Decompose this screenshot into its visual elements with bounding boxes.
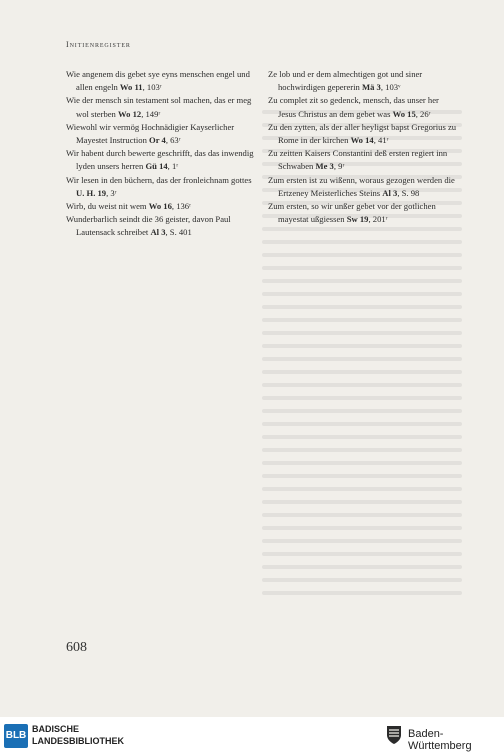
entry-ref: Wo 15: [392, 108, 416, 119]
entry-text: Wirb, du weist nit wem: [66, 201, 149, 212]
library-line-2: LANDESBIBLIOTHEK: [32, 736, 124, 746]
entry-locator: , 103ʳ: [142, 82, 162, 93]
index-entry: [268, 94, 458, 120]
entry-locator: , 103ᵛ: [380, 82, 401, 93]
entry-ref: Sw 19: [346, 214, 369, 225]
entry-locator: , 41ʳ: [373, 135, 389, 146]
entry-text: Zu zeitten Kaisers Constantini deß ersten regiert inn Schwaben: [268, 148, 448, 172]
entry-ref: Wo 12: [118, 108, 142, 119]
index-entry: [268, 147, 458, 173]
entry-ref: Wo 11: [119, 82, 143, 93]
state-name[interactable]: Baden-Württemberg: [408, 728, 472, 752]
entry-text: Zum ersten, so wir unßer gebet vor der gotlichen mayestat ußgiessen: [268, 201, 436, 225]
entry-locator: , 149ʳ: [141, 108, 161, 119]
index-entry: [268, 121, 458, 147]
page-number: 608: [66, 640, 87, 655]
index-entry: [66, 121, 258, 147]
entry-text: Zum ersten ist zu wißenn, woraus gezogen werden die Ertzeney Meisterliches Steins: [268, 174, 455, 198]
entry-ref: Wo 16: [148, 201, 172, 212]
entry-locator: , 26ʳ: [415, 108, 431, 119]
entry-locator: , 3ʳ: [106, 187, 117, 198]
entry-ref: Or 4: [149, 135, 166, 146]
entry-ref: Me 3: [315, 161, 334, 172]
entry-text: Wunderbarlich seindt die 36 geister, davon Paul Lautensack schreibet: [66, 214, 231, 238]
entry-locator: , 201ʳ: [368, 214, 388, 225]
index-entry: [66, 200, 258, 213]
entry-locator: , 136ʳ: [171, 201, 191, 212]
entry-ref: Mä 3: [362, 82, 381, 93]
entry-ref: Al 3: [150, 227, 166, 238]
entry-locator: , 1ʳ: [167, 161, 179, 172]
index-entry: [66, 174, 258, 200]
entry-text: Zu den zytten, als der aller heyligst bapst Gregorius zu Rome in der kirchen: [268, 121, 457, 146]
entry-ref: Wo 14: [350, 135, 374, 146]
library-name[interactable]: [32, 723, 124, 747]
index-entry: [66, 147, 258, 173]
index-entry: [268, 68, 458, 94]
index-entry: [66, 68, 258, 94]
footer-bar: [0, 717, 504, 753]
entry-ref: Al 3: [382, 187, 398, 198]
entry-locator: , 63ʳ: [165, 135, 181, 146]
blb-logo[interactable]: BLB: [4, 724, 28, 748]
index-entry: [268, 174, 458, 200]
entry-locator: , S. 401: [165, 227, 192, 238]
entry-text: Wie der mensch sin testament sol machen, das er meg wol sterben: [66, 95, 252, 119]
entry-text: Wiewohl wir vermög Hochnädigier Kayserlicher Mayestet Instruction: [66, 121, 235, 146]
entry-text: Zu complet zit so gedenck, mensch, das unser her Jesus Christus an dem gebet was: [268, 95, 439, 119]
entry-text: Wir habent durch bewerte geschrifft, das das inwendig lyden unsers herren: [66, 148, 254, 172]
entry-ref: Gü 14: [145, 161, 168, 172]
running-head: Initienregister: [66, 40, 131, 49]
entry-ref: U. H. 19: [76, 187, 107, 198]
entry-text: Wie angenem dis gebet sye eyns menschen engel und allen engeln: [66, 69, 250, 93]
left-column: [66, 68, 258, 240]
index-entry: [66, 213, 258, 239]
index-entry: [66, 94, 258, 120]
right-column: [268, 68, 458, 226]
entry-locator: , 9ʳ: [333, 161, 345, 172]
index-entry: [268, 200, 458, 226]
library-line-1: BADISCHE: [32, 724, 80, 734]
entry-text: Ze lob und er dem almechtigen got und siner hochwirdigen gepererin: [268, 69, 423, 93]
entry-locator: , S. 98: [397, 187, 420, 198]
entry-text: Wir lesen in den büchern, das der fronleichnam gottes: [66, 174, 252, 185]
state-coat-of-arms-icon: [384, 724, 404, 746]
